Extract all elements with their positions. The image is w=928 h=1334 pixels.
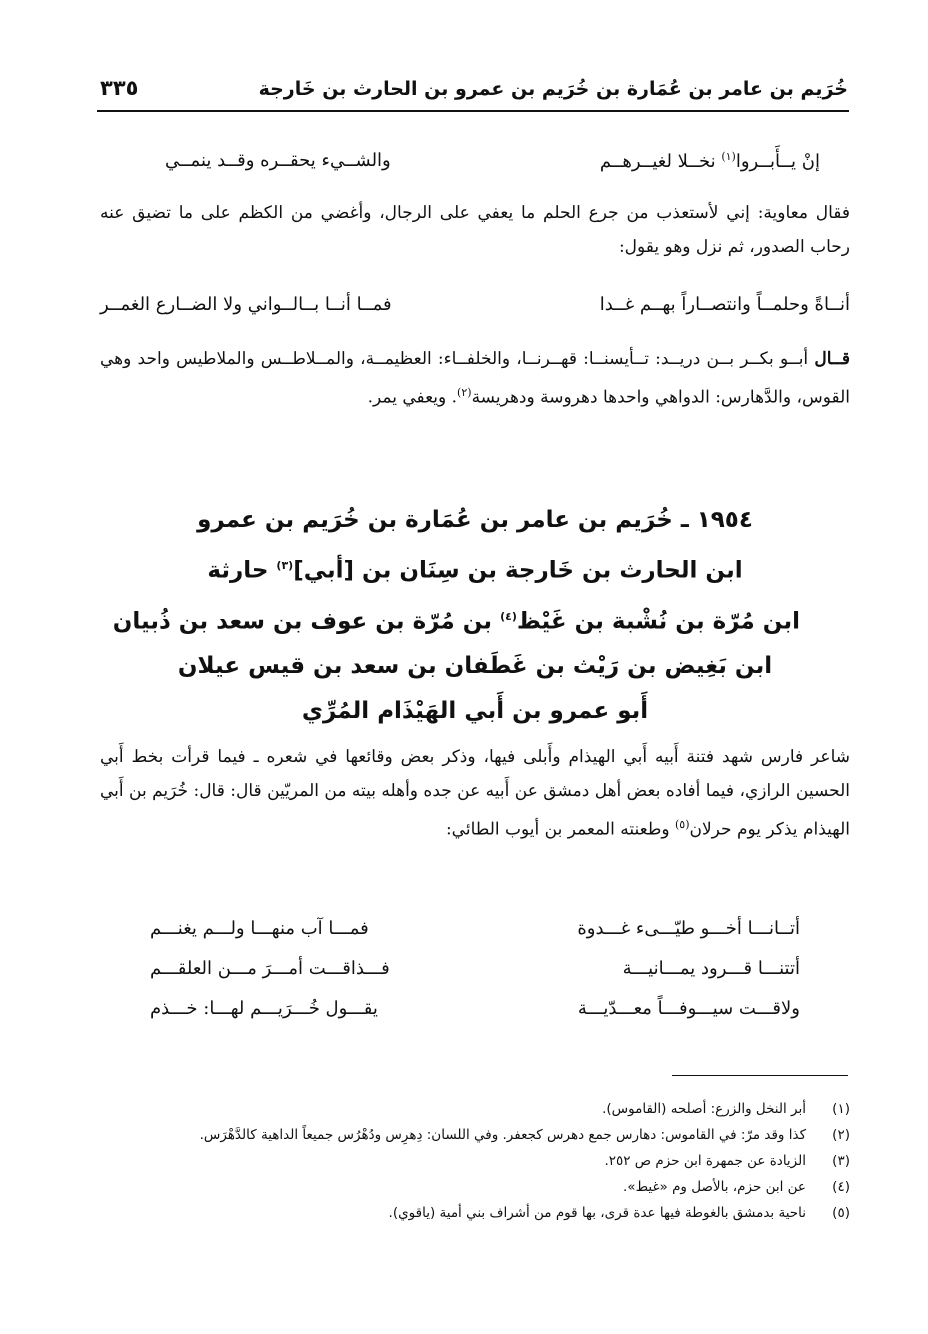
footnote-number: (٥) <box>832 1205 850 1221</box>
footnote-4 <box>100 1174 850 1200</box>
verse-second-second-hemistich: فمــا أنــا بــالــواني ولا الضــارع الغمــر <box>100 294 392 315</box>
page-number: ٣٣٥ <box>100 76 139 100</box>
first-hemistich: أتــانـــا أخـــو طيّـــىء غـــدوة <box>577 918 800 939</box>
paragraph-ibn-durayd: قــال أبــو بكــر بــن دريــد: تــأيسنــا: قهــرنــا، والخلفــاء: العظيمــة، والمــلاطــس والملاطيس واحد وهي القوس، والدَّهارس: الدواهي واحدها دهروسة ودهريسة$^{(٢)}$. ويعفي يمر. <box>100 349 850 408</box>
footnote-separator <box>672 1075 848 1076</box>
verse-top-second-hemistich: والشــيء يحقــره وقــد ينمــي <box>165 150 391 171</box>
entry-heading-line-3: ابن مُرّة بن نُشْبة بن غَيْظ$^{(٤)}$ بن مُرّة بن عوف بن سعد بن ذُبيان <box>112 608 800 635</box>
footnotes <box>100 1096 850 1226</box>
verse-line <box>150 918 800 958</box>
qala-lead: قــال <box>814 349 850 369</box>
second-hemistich: فمـــا آب منهـــا ولـــم يغنـــم <box>150 918 369 939</box>
footnote-marker-1: (١) <box>721 150 736 163</box>
first-hemistich: أتتنـــا قـــرود يمـــانيـــة <box>622 958 800 979</box>
entry-heading-line-4: ابن بَغِيض بن رَيْث بن غَطَفان بن سعد بن قيس عيلان <box>177 653 773 680</box>
poem-verses <box>150 918 800 1038</box>
footnote-text: عن ابن حزم، بالأصل وم «غيط». <box>623 1179 806 1195</box>
verse-top-first-hemistich: إنْ يــأَبــروا$^{(١)}$ نخــلا لغيــرهــم <box>599 150 820 172</box>
paragraph-biography: شاعر فارس شهد فتنة أَبيه أَبي الهيذام وأَبلى فيها، وذكر بعض وقائعها في شعره ـ فيما قرأت بخط أَبي الحسين الرازي، فيما أفاده بعض أهل دمشق عن أَبيه عن جده وأهله بيته من المريّين قال: قال: خُرَيم بن أَبي الهيذام يذكر يوم حرلان$^{(٥)}$ وطعنته المعمر بن أيوب الطائي: <box>100 747 850 840</box>
second-hemistich: فـــذاقـــت أمـــرَ مـــن العلقـــم <box>150 958 390 979</box>
verse-second <box>100 294 850 326</box>
footnote-3 <box>100 1148 850 1174</box>
entry-heading-line-1: ١٩٥٤ ـ خُرَيم بن عامر بن عُمَارة بن خُرَيم بن عمرو <box>197 507 753 533</box>
footnote-text: الزيادة عن جمهرة ابن حزم ص ٢٥٢. <box>604 1153 806 1169</box>
footnote-number: (٣) <box>832 1153 850 1169</box>
footnote-1 <box>100 1096 850 1122</box>
verse-line <box>150 958 800 998</box>
footnote-text: ناحية بدمشق بالغوطة فيها عدة قرى، بها قوم من أشراف بني أمية (ياقوي). <box>388 1205 806 1221</box>
footnote-5 <box>100 1200 850 1226</box>
entry-heading-line-2: ابن الحارث بن خَارجة بن سِنَان بن [أبي]$^{(٣)}$ حارثة <box>207 557 743 584</box>
verse-second-first-hemistich: أنــاةً وحلمــاً وانتصــاراً بهــم غــدا <box>599 294 850 315</box>
footnote-text: أبر النخل والزرع: أصلحه (القاموس). <box>602 1101 806 1117</box>
footnote-number: (١) <box>832 1101 850 1117</box>
footnote-marker-3: (٣) <box>276 559 294 572</box>
footnote-marker-4: (٤) <box>500 609 517 623</box>
footnote-marker-2: (٢) <box>457 386 472 399</box>
verse-top <box>100 150 850 182</box>
footnote-marker-5: (٥) <box>674 818 690 831</box>
footnote-text: كذا وقد مرّ: في القاموس: دهارس جمع دهرس كجعفر. وفي اللسان: دِهرِس ودُهْرُس جميعاً الداهية كالدَّهْرَس. <box>199 1127 806 1143</box>
verse-line <box>150 998 800 1038</box>
entry-heading <box>112 498 800 734</box>
footnote-number: (٤) <box>832 1179 850 1195</box>
first-hemistich: ولاقـــت سيـــوفـــاً معـــدّيـــة <box>577 998 800 1019</box>
second-hemistich: يقـــول خُـــرَيـــم لهـــا: خـــذم <box>150 998 378 1019</box>
footnote-2 <box>100 1122 850 1148</box>
entry-heading-line-5: أَبو عمرو بن أَبي الهَيْذَام المُرِّي <box>301 698 649 725</box>
running-header-title: خُرَيم بن عامر بن عُمَارة بن خُرَيم بن عمرو بن الحارث بن خَارجة <box>258 78 848 100</box>
header-rule <box>97 110 849 112</box>
paragraph-muawiya: فقال معاوية: إني لأستعذب من جرع الحلم ما يعفي على الرجال، وأغضي من الكظم على ما تضيق عنه رحاب الصدور، ثم نزل وهو يقول: <box>100 203 850 257</box>
footnote-number: (٢) <box>832 1127 850 1143</box>
